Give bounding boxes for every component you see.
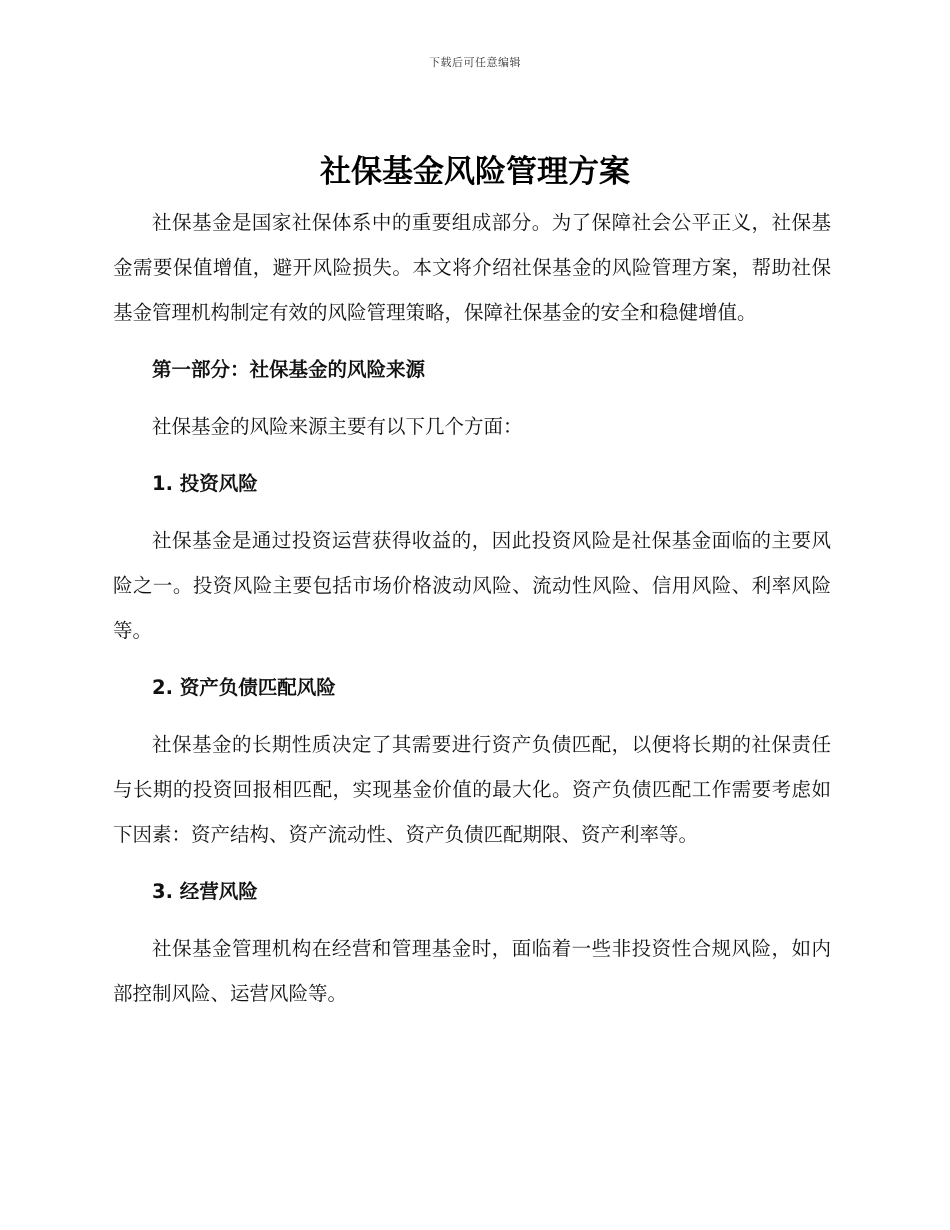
document-title: 社保基金风险管理方案 [320, 154, 630, 190]
section-paragraph-alm-risk: 社保基金的长期性质决定了其需要进行资产负债匹配，以便将长期的社保责任与长期的投资回报相匹配，实现基金价值的最大化。资产负债匹配工作需要考虑如下因素：资产结构、资产流动性、资产负债匹配期限、资产利率等。 [113, 733, 831, 846]
section-heading-operational-risk: 3. 经营风险 [152, 880, 258, 903]
section-paragraph-investment-risk: 社保基金是通过投资运营获得收益的，因此投资风险是社保基金面临的主要风险之一。投资风险主要包括市场价格波动风险、流动性风险、信用风险、利率风险等。 [113, 529, 831, 642]
section-heading-alm-risk: 2. 资产负债匹配风险 [152, 676, 336, 699]
document-body [113, 200, 831, 1016]
section-heading-investment-risk: 1. 投资风险 [152, 472, 258, 495]
header-note: 下载后可任意编辑 [429, 56, 521, 69]
section-paragraph-operational-risk: 社保基金管理机构在经营和管理基金时，面临着一些非投资性合规风险，如内部控制风险、运营风险等。 [113, 937, 831, 1005]
part1-heading: 第一部分：社保基金的风险来源 [152, 358, 426, 381]
part1-lead-paragraph: 社保基金的风险来源主要有以下几个方面： [152, 415, 523, 438]
intro-paragraph: 社保基金是国家社保体系中的重要组成部分。为了保障社会公平正义，社保基金需要保值增值，避开风险损失。本文将介绍社保基金的风险管理方案，帮助社保基金管理机构制定有效的风险管理策略，保障社保基金的安全和稳健增值。 [113, 211, 831, 324]
